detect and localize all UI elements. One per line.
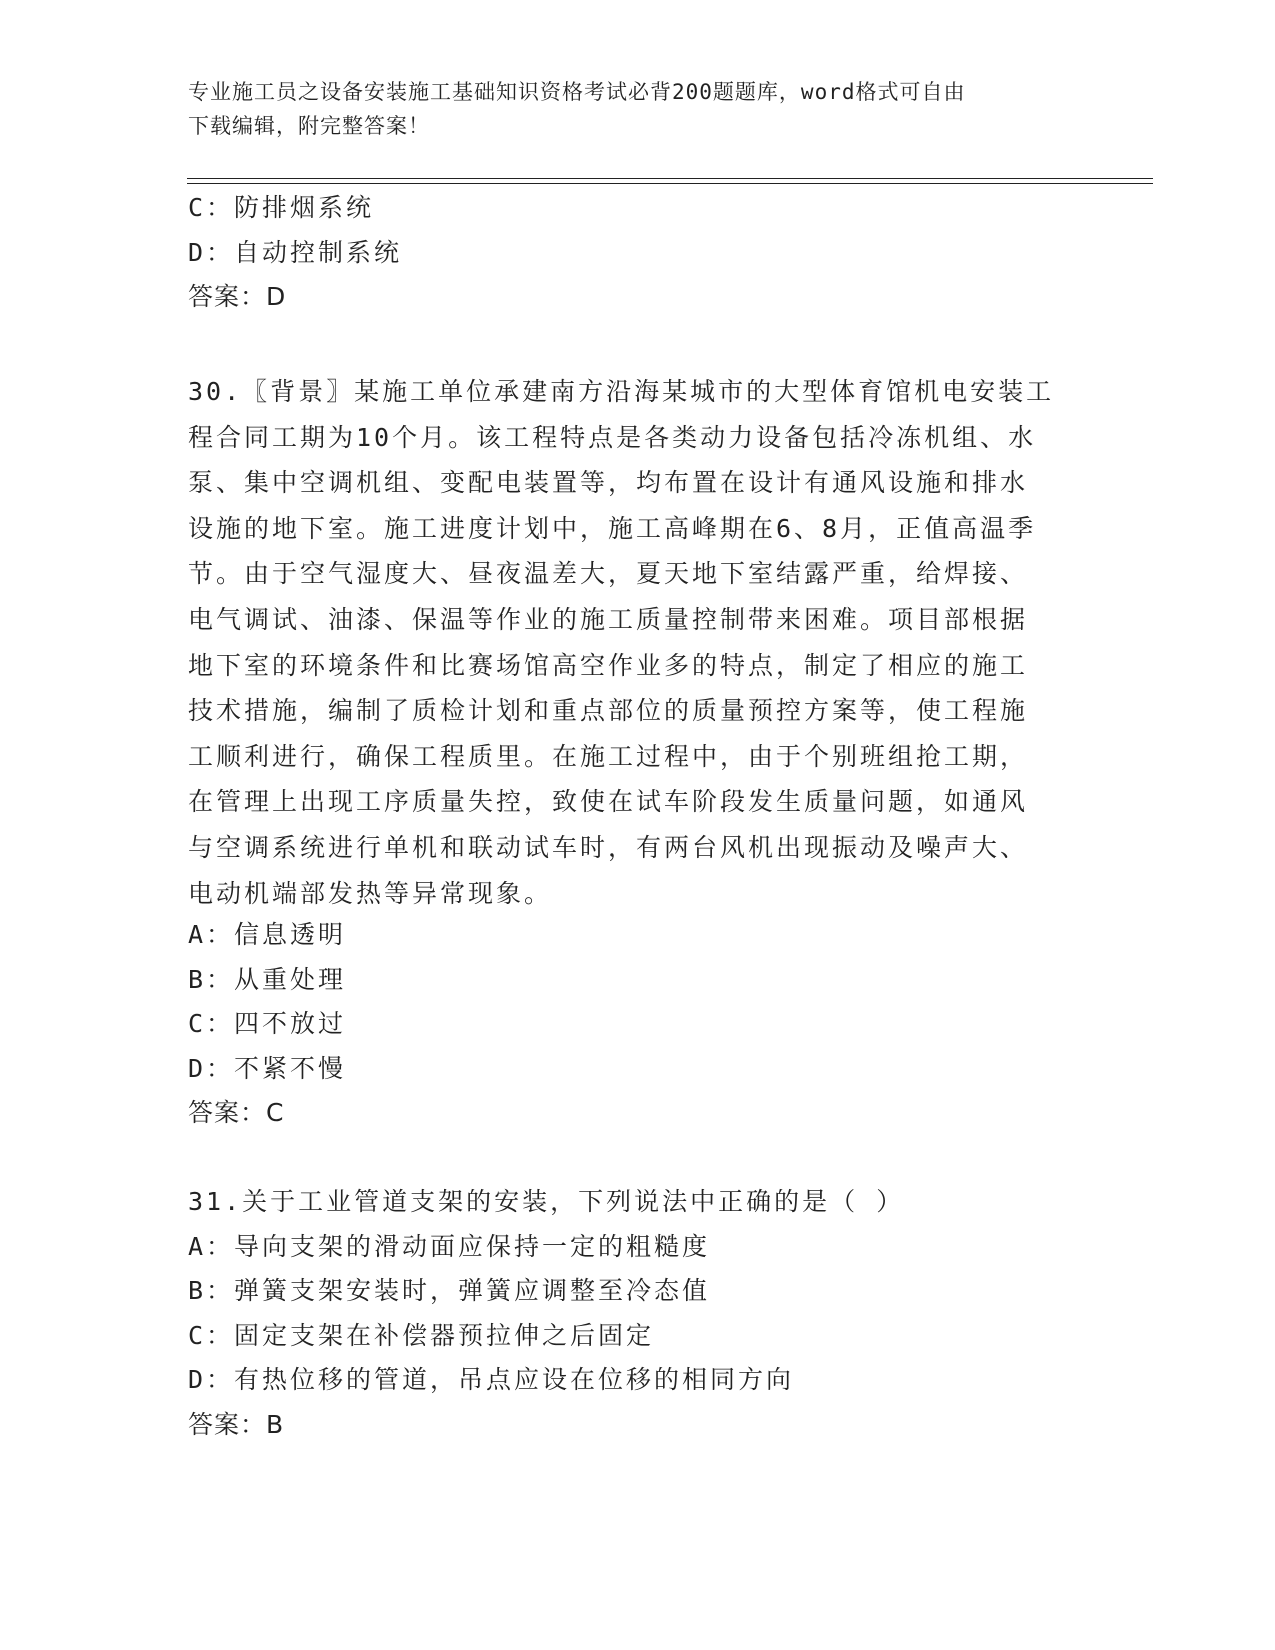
header-rule-bottom xyxy=(187,183,1153,184)
q30-line: 电气调试、油漆、保温等作业的施工质量控制带来困难。项目部根据 xyxy=(188,604,1029,634)
header-rule-top xyxy=(187,178,1153,179)
q29-option-c: C：防排烟系统 xyxy=(188,193,375,222)
q30-line: 泵、集中空调机组、变配电装置等，均布置在设计有通风设施和排水 xyxy=(188,468,1029,498)
q30-line: 工顺利进行，确保工程质里。在施工过程中，由于个别班组抢工期， xyxy=(188,741,1029,771)
q31-option-d: D：有热位移的管道，吊点应设在位移的相同方向 xyxy=(188,1365,795,1394)
header-line-1: 专业施工员之设备安装施工基础知识资格考试必背200题题库，word格式可自由 xyxy=(188,80,966,104)
q30-stem xyxy=(188,369,1088,916)
q29-option-d: D：自动控制系统 xyxy=(188,238,403,267)
q30-line: 设施的地下室。施工进度计划中，施工高峰期在6、8月，正值高温季 xyxy=(188,513,1037,543)
q29-answer: 答案：D xyxy=(188,282,287,311)
q30-line: 技术措施，编制了质检计划和重点部位的质量预控方案等，使工程施 xyxy=(188,696,1029,726)
q31-option-c: C：固定支架在补偿器预拉伸之后固定 xyxy=(188,1321,655,1350)
q30-option-d: D：不紧不慢 xyxy=(188,1054,347,1083)
q30-option-b: B：从重处理 xyxy=(188,965,347,994)
q30-line: 程合同工期为10个月。该工程特点是各类动力设备包括冷冻机组、水 xyxy=(188,422,1037,452)
q30-line: 30.〖背景〗某施工单位承建南方沿海某城市的大型体育馆机电安装工 xyxy=(188,377,1055,406)
header-line-2: 下载编辑，附完整答案！ xyxy=(188,114,430,138)
q31-option-a: A：导向支架的滑动面应保持一定的粗糙度 xyxy=(188,1232,711,1261)
document-header xyxy=(188,75,1088,143)
q31-stem: 31.关于工业管道支架的安装，下列说法中正确的是（ ） xyxy=(188,1187,905,1216)
q30-answer: 答案：C xyxy=(188,1098,285,1127)
q30-line: 节。由于空气湿度大、昼夜温差大，夏天地下室结露严重，给焊接、 xyxy=(188,559,1029,589)
q30-line: 在管理上出现工序质量失控，致使在试车阶段发生质量问题，如通风 xyxy=(188,787,1029,817)
q31-option-b: B：弹簧支架安装时，弹簧应调整至冷态值 xyxy=(188,1276,711,1305)
q30-option-a: A：信息透明 xyxy=(188,920,347,949)
q30-line: 地下室的环境条件和比赛场馆高空作业多的特点，制定了相应的施工 xyxy=(188,650,1029,680)
q30-option-c: C：四不放过 xyxy=(188,1009,347,1038)
q30-line: 电动机端部发热等异常现象。 xyxy=(188,878,553,908)
q31-answer: 答案：B xyxy=(188,1410,285,1439)
q30-line: 与空调系统进行单机和联动试车时，有两台风机出现振动及噪声大、 xyxy=(188,832,1029,862)
